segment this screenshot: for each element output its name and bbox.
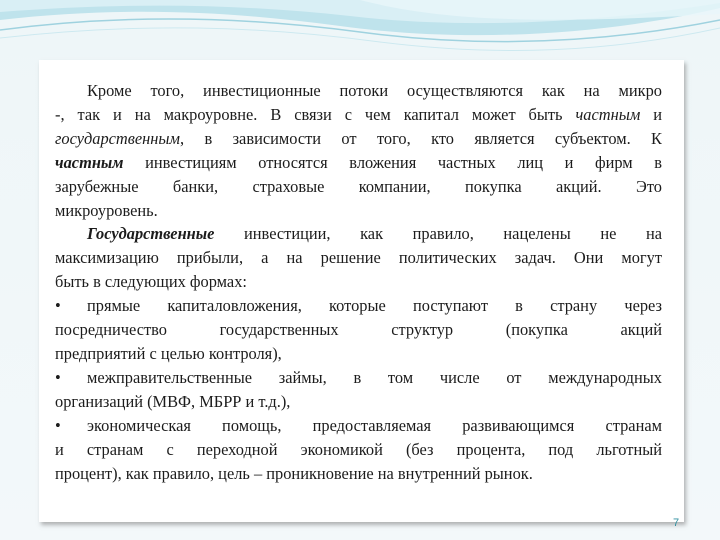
paragraph-private-public-capital: [55, 79, 662, 222]
bullet-marker: •: [55, 415, 61, 435]
bullet-marker: •: [55, 296, 61, 316]
text-run: экономическая помощь, предоставляемая развивающимся странам: [87, 415, 662, 435]
text-run: максимизацию прибыли, а на решение политических задач. Они могут: [55, 248, 662, 268]
emphasis-state: государственным: [55, 128, 180, 148]
text-line: [55, 462, 662, 486]
text-run: микроуровень.: [55, 200, 158, 220]
text-run: -, так и на макроуровне. В связи с чем капитал может быть: [55, 104, 576, 124]
text-run: и странам с переходной экономикой (без процента, под льготный: [55, 439, 662, 459]
text-line: [55, 342, 662, 366]
text-run: инвестиции, как правило, нацелены не на: [214, 224, 662, 244]
page-number: 7: [673, 517, 680, 529]
text-run: прямые капиталовложения, которые поступают в страну через: [87, 296, 662, 316]
emphasis-private-bold: частным: [55, 152, 124, 172]
bullet-item: [55, 414, 662, 486]
text-line: [55, 199, 662, 223]
text-line: [55, 390, 662, 414]
text-line: [55, 222, 662, 246]
text-run: межправительственные займы, в том числе от международных: [87, 367, 662, 387]
text-run: зарубежные банки, страховые компании, покупка акций. Это: [55, 176, 662, 196]
bullet-marker: •: [55, 367, 61, 387]
text-line: [55, 414, 662, 438]
emphasis-state-bold: Государственные: [87, 224, 215, 244]
text-line: [55, 270, 662, 294]
text-run: организаций (МВФ, МБРР и т.д.),: [55, 391, 291, 411]
text-line: [55, 79, 662, 103]
text-line: [55, 438, 662, 462]
body-text: [55, 79, 662, 485]
text-run: инвестициям относятся вложения частных лиц и фирм в: [123, 152, 662, 172]
paragraph-state-investments: [55, 222, 662, 294]
text-run: быть в следующих формах:: [55, 272, 247, 292]
text-line: [55, 318, 662, 342]
bullet-item: [55, 366, 662, 414]
text-line: [55, 294, 662, 318]
text-line: [55, 151, 662, 175]
text-run: Кроме того, инвестиционные потоки осуществляются как на микро: [87, 81, 662, 100]
text-run: , в зависимости от того, кто является субъектом. К: [180, 128, 662, 148]
text-line: [55, 246, 662, 270]
text-line: [55, 366, 662, 390]
text-line: [55, 103, 662, 127]
text-run: процент), как правило, цель – проникновение на внутренний рынок.: [55, 463, 533, 483]
bullet-item: [55, 294, 662, 366]
text-run: предприятий с целью контроля),: [55, 343, 282, 363]
text-run: посредничество государственных структур (покупка акций: [55, 320, 662, 340]
text-line: [55, 175, 662, 199]
emphasis-private: частным: [575, 104, 641, 124]
text-run: и: [640, 104, 662, 124]
text-line: [55, 127, 662, 151]
